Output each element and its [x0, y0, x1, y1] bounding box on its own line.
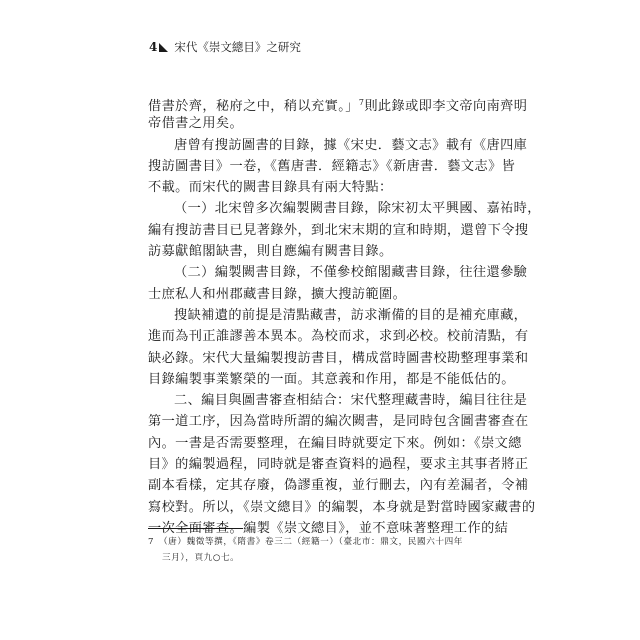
text-line: 士庶私人和州郡藏書目錄，擴大搜訪範圍。: [148, 286, 407, 302]
running-header: [149, 39, 301, 55]
body-text: [148, 92, 541, 539]
text-line: 帝借書之用矣。: [148, 116, 244, 132]
paragraph-start-line: （二）編製闕書目錄，不僅參校館閣藏書目錄，往往還參驗: [174, 265, 528, 281]
text-line: 進而為刊正誰謬善本異本。為校而求，求到必校。校前清點，有: [148, 329, 529, 345]
header-triangle-mark: [159, 43, 168, 52]
text-line: 目》的編製過程，同時就是審查資料的過程，要求主其事者將正: [148, 457, 529, 473]
text-line: 一次全面審查。編製《崇文總目》，並不意味著整理工作的結: [148, 520, 509, 536]
paragraph-start-line: 搜缺補遺的前提是清點藏書，訪求漸備的目的是補充庫藏，: [174, 307, 528, 323]
footnote-divider: [148, 528, 243, 529]
footnote-number: 7: [148, 537, 155, 547]
running-title: 宋代《崇文總目》之研究: [174, 40, 301, 54]
text-line: 目錄編製事業繁榮的一面。其意義和作用，都是不能低估的。: [148, 371, 515, 387]
text-line: 內。一書是否需要整理，在編目時就要定下來。例如：《崇文總: [148, 435, 522, 451]
footnote-line: 三月），頁九○七。: [162, 553, 240, 563]
text-line: 缺必錄。宋代大量編製搜訪書目，構成當時圖書校勘整理事業和: [148, 350, 529, 366]
page-number: 4: [149, 40, 158, 54]
paragraph-start-line: 二、編目與圖書審查相結合：宋代整理藏書時，編目往往是: [174, 393, 528, 409]
footnote-text: （唐）魏徵等撰，《隋書》卷三二（經籍一）（臺北市：鼎文，民國六十四年: [163, 537, 463, 547]
text-line-segment: 則此錄或即李文帝向南齊明: [364, 99, 528, 114]
text-line: 訪募獻館閣缺書，則自應編有闕書目錄。: [148, 244, 393, 260]
paragraph-start-line: （一）北宋曾多次編製闕書目錄，除宋初太平興國、嘉祐時，: [174, 201, 541, 217]
text-line: [148, 92, 528, 114]
footnote-line: [148, 534, 493, 550]
text-line: 不載。而宋代的闕書目錄具有兩大特點：: [148, 180, 393, 196]
text-line: 編有搜訪書目已見著錄外，到北宋末期的宣和時期，還曾下令搜: [148, 222, 529, 238]
footnote: [148, 534, 493, 566]
footnote-reference: 7: [358, 98, 365, 107]
text-line-segment: 借書於齊，秘府之中，稍以充實。」: [148, 99, 359, 114]
text-line: 搜訪圖書目》一卷，《舊唐書．經籍志》《新唐書．藝文志》皆: [148, 158, 516, 174]
text-line: 第一道工序，因為當時所謂的編次闕書，是同時包含圖書審查在: [148, 414, 529, 430]
text-line: 副本看樣，定其存廢，偽謬重複，並行刪去，內有差漏者，令補: [148, 478, 529, 494]
text-line: 寫校對。所以，《崇文總目》的編製，本身就是對當時國家藏書的: [148, 499, 536, 515]
paragraph-start-line: 唐曾有搜訪圖書的目錄，據《宋史．藝文志》載有《唐四庫: [174, 137, 528, 153]
